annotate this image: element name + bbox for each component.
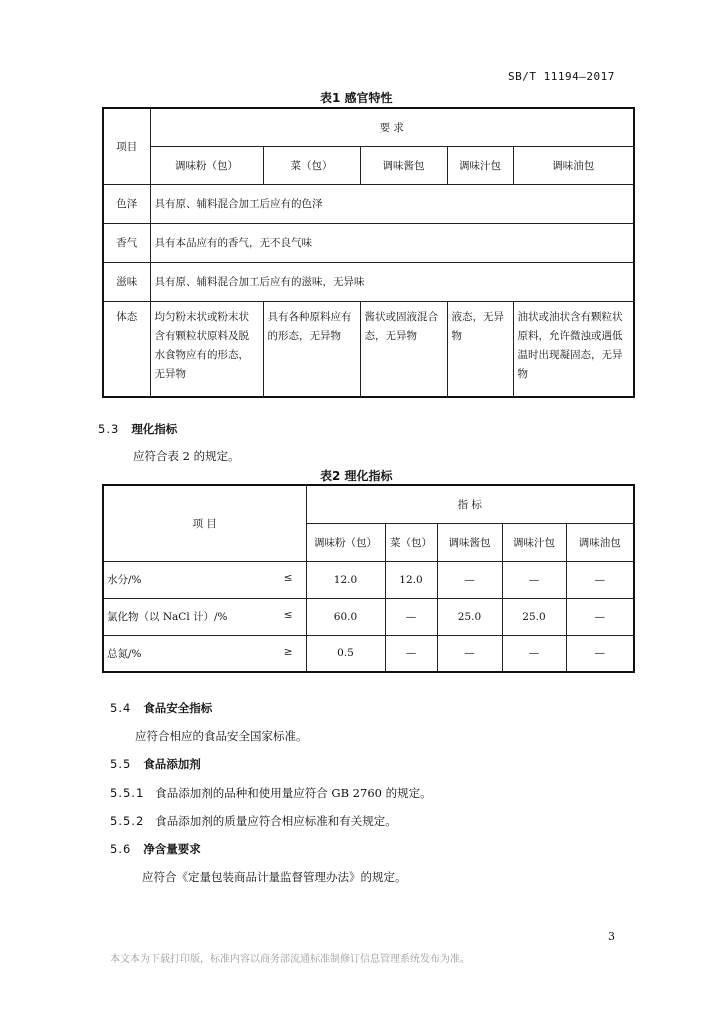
row-item: 水分/% ≤ bbox=[103, 561, 306, 598]
value-cell: — bbox=[566, 598, 634, 635]
section-5-3-heading: 5.3 理化指标 bbox=[98, 422, 178, 436]
table2-col-header: 菜（包） bbox=[385, 523, 437, 561]
row-item: 体态 bbox=[103, 301, 150, 397]
value-cell: — bbox=[566, 561, 634, 598]
row-item: 滋味 bbox=[103, 262, 150, 301]
row-text: 具有本品应有的香气，无不良气味 bbox=[150, 223, 634, 262]
row-item: 香气 bbox=[103, 223, 150, 262]
form-cell: 酱状或固液混合态，无异物 bbox=[360, 301, 447, 397]
table-row bbox=[103, 184, 634, 223]
section-5-6-heading: 5.6 净含量要求 bbox=[110, 842, 201, 856]
table1-requirements-header: 要 求 bbox=[150, 108, 634, 146]
value-cell: 12.0 bbox=[385, 561, 437, 598]
table2-caption: 表2 理化指标 bbox=[320, 469, 393, 483]
table2-col-header: 调味粉（包） bbox=[306, 523, 385, 561]
sensory-table bbox=[102, 107, 635, 398]
row-item: 氯化物（以 NaCl 计）/% ≤ bbox=[103, 598, 306, 635]
table-row bbox=[103, 635, 634, 672]
footer-note: 本文本为下载打印版，标准内容以商务部流通标准制修订信息管理系统发布为准。 bbox=[110, 954, 470, 965]
page-number: 3 bbox=[608, 930, 615, 943]
table2-col-header: 调味汁包 bbox=[502, 523, 566, 561]
table1-col-header: 调味粉（包） bbox=[150, 146, 263, 184]
value-cell: 12.0 bbox=[306, 561, 385, 598]
form-cell: 具有各种原料应有的形态，无异物 bbox=[263, 301, 360, 397]
document-number: SB/T 11194—2017 bbox=[508, 70, 615, 83]
value-cell: 25.0 bbox=[437, 598, 502, 635]
form-cell: 油状或油状含有颗粒状原料，允许微浊或遇低温时出现凝固态，无异物 bbox=[513, 301, 634, 397]
section-5-3-text: 应符合表 2 的规定。 bbox=[133, 449, 240, 463]
comparison-symbol: ≤ bbox=[283, 572, 293, 584]
value-cell: — bbox=[437, 561, 502, 598]
row-text: 具有原、辅料混合加工后应有的色泽 bbox=[150, 184, 634, 223]
value-cell: — bbox=[502, 561, 566, 598]
table2-indicator-header: 指 标 bbox=[306, 485, 634, 523]
section-5-5-heading: 5.5 食品添加剂 bbox=[110, 757, 201, 771]
table1-col-header: 调味汁包 bbox=[447, 146, 513, 184]
section-5-6-text: 应符合《定量包装商品计量监督管理办法》的规定。 bbox=[142, 870, 407, 884]
table2-col-header: 调味油包 bbox=[566, 523, 634, 561]
row-item: 总氮/% ≥ bbox=[103, 635, 306, 672]
table2-item-header: 项 目 bbox=[103, 485, 306, 561]
table1-caption: 表1 感官特性 bbox=[320, 91, 393, 105]
table1-col-header: 菜（包） bbox=[263, 146, 360, 184]
value-cell: 25.0 bbox=[502, 598, 566, 635]
row-item: 色泽 bbox=[103, 184, 150, 223]
value-cell: — bbox=[385, 598, 437, 635]
table1-item-header: 项目 bbox=[103, 108, 150, 184]
clause-5-5-1: 5.5.1 食品添加剂的品种和使用量应符合 GB 2760 的规定。 bbox=[110, 786, 432, 800]
value-cell: 60.0 bbox=[306, 598, 385, 635]
value-cell: — bbox=[566, 635, 634, 672]
table-row bbox=[103, 561, 634, 598]
comparison-symbol: ≥ bbox=[283, 645, 293, 658]
section-5-4-heading: 5.4 食品安全指标 bbox=[110, 701, 213, 715]
row-text: 具有原、辅料混合加工后应有的滋味，无异味 bbox=[150, 262, 634, 301]
physicochemical-table bbox=[102, 484, 635, 673]
table-row bbox=[103, 301, 634, 397]
value-cell: — bbox=[385, 635, 437, 672]
section-5-4-text: 应符合相应的食品安全国家标准。 bbox=[135, 729, 308, 743]
form-cell: 液态，无异物 bbox=[447, 301, 513, 397]
table2-col-header: 调味酱包 bbox=[437, 523, 502, 561]
value-cell: — bbox=[502, 635, 566, 672]
form-cell: 均匀粉末状或粉末状含有颗粒状原料及脱水食物应有的形态，无异物 bbox=[150, 301, 263, 397]
table1-col-header: 调味酱包 bbox=[360, 146, 447, 184]
value-cell: 0.5 bbox=[306, 635, 385, 672]
table-row bbox=[103, 223, 634, 262]
comparison-symbol: ≤ bbox=[283, 609, 293, 621]
table1-col-header: 调味油包 bbox=[513, 146, 634, 184]
value-cell: — bbox=[437, 635, 502, 672]
table-row bbox=[103, 598, 634, 635]
clause-5-5-2: 5.5.2 食品添加剂的质量应符合相应标准和有关规定。 bbox=[110, 814, 397, 828]
table-row bbox=[103, 262, 634, 301]
